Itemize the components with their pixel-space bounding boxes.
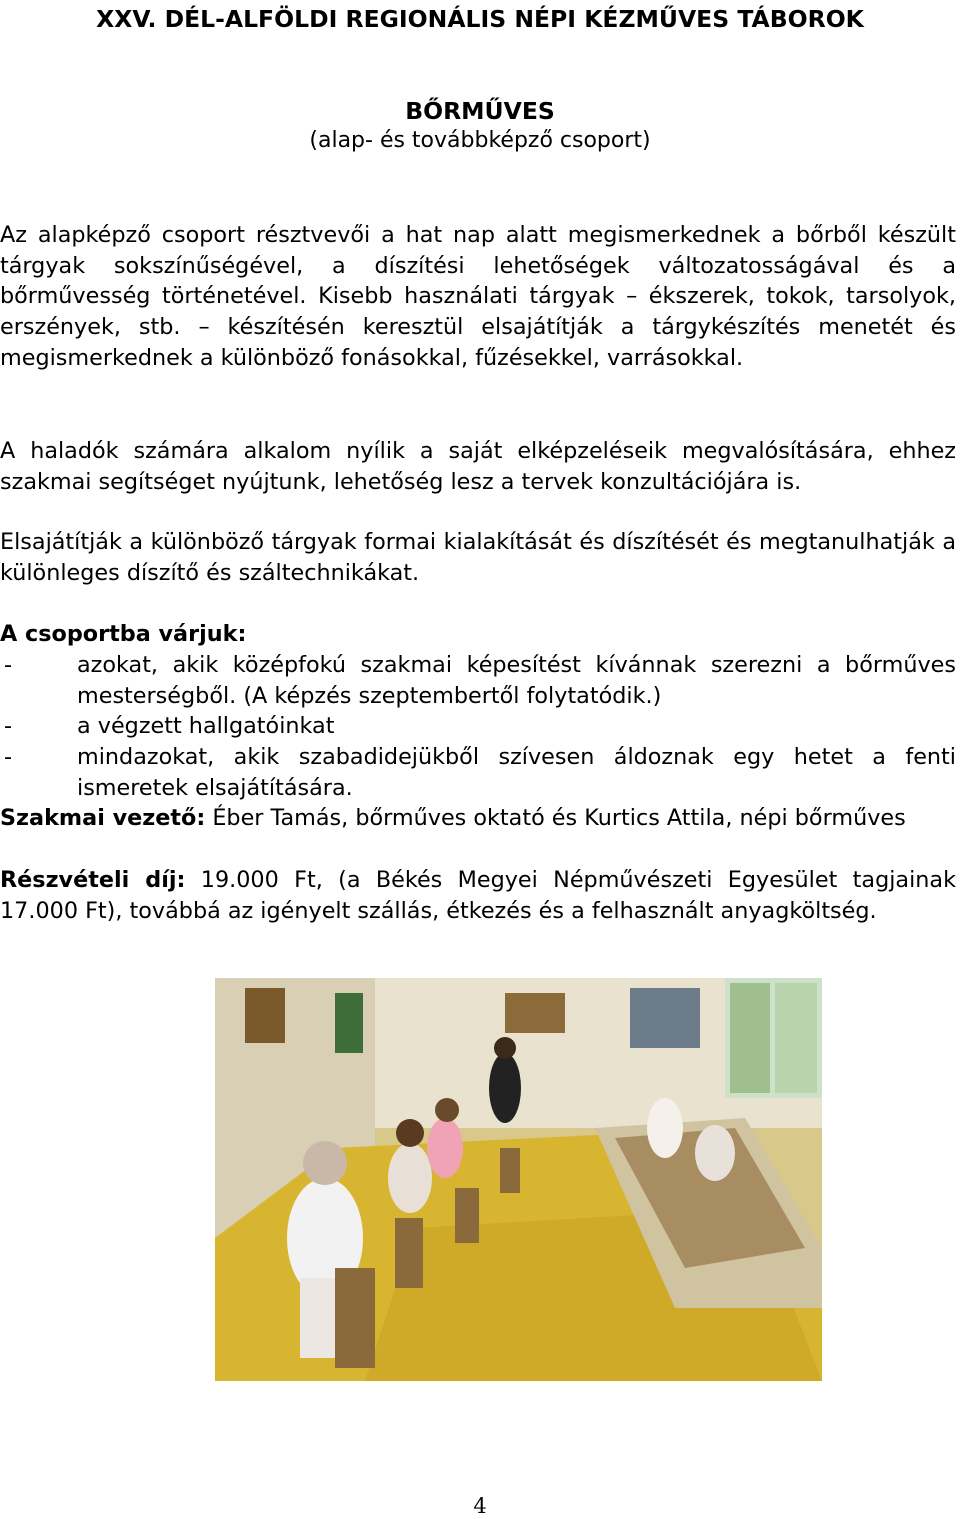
list-item — [0, 711, 956, 742]
list-item — [0, 650, 956, 711]
leader-value: Éber Tamás, bőrműves oktató és Kurtics Attila, népi bőrműves — [212, 805, 906, 831]
bullet-dash: - — [4, 744, 13, 771]
fee-label: Részvételi díj: — [0, 867, 186, 893]
paragraph-techniques: Elsajátítják a különböző tárgyak formai kialakítását és díszítését és megtanulhatják a különleges díszítő és száltechnikákat. — [0, 529, 956, 586]
page-number: 4 — [473, 1494, 487, 1518]
bullet-dash: - — [4, 713, 13, 740]
leader-info — [0, 803, 956, 834]
list-item-text: a végzett hallgatóinkat — [77, 713, 335, 740]
workshop-photo — [215, 978, 822, 1381]
fee-value: 19.000 Ft, (a Békés Megyei Népművészeti Egyesület tagjainak 17.000 Ft), továbbá az igényelt szállás, étkezés és a felhasznált anyagköltség. — [0, 867, 956, 924]
document-header: XXV. DÉL-ALFÖLDI REGIONÁLIS NÉPI KÉZMŰVES TÁBOROK — [96, 5, 864, 33]
fee-info — [0, 865, 956, 926]
leader-label: Szakmai vezető: — [0, 805, 206, 831]
paragraph-advanced: A haladók számára alkalom nyílik a saját elképzeléseik megvalósítására, ehhez szakmai segítséget nyújtunk, lehetőség lesz a tervek konzultációjára is. — [0, 438, 956, 495]
bullet-dash: - — [4, 652, 13, 678]
audience-list — [0, 650, 956, 804]
list-item — [0, 742, 956, 803]
section-subtitle: (alap- és továbbképző csoport) — [309, 128, 651, 153]
audience-heading: A csoportba várjuk: — [0, 621, 247, 647]
list-item-text: azokat, akik középfokú szakmai képesítést kívánnak szerezni a bőrműves mesterségből. (A képzés szeptembertől folytatódik.) — [77, 652, 956, 709]
section-title: BŐRMŰVES — [405, 97, 555, 125]
workshop-photo-illustration — [215, 978, 822, 1381]
list-item-text: mindazokat, akik szabadidejükből szívesen áldoznak egy hetet a fenti ismeretek elsajátítására. — [77, 744, 956, 801]
paragraph-beginners: Az alapképző csoport résztvevői a hat nap alatt megismerkednek a bőrből készült tárgyak sokszínűségével, a díszítési lehetőségek változatosságával és a bőrművesség történetével. Kisebb használati tárgyak – ékszerek, tokok, tarsolyok, erszények, stb. – készítésén keresztül elsajátítják a tárgykészítés menetét és megismerkednek a különböző fonásokkal, fűzésekkel, varrásokkal. — [0, 222, 956, 371]
